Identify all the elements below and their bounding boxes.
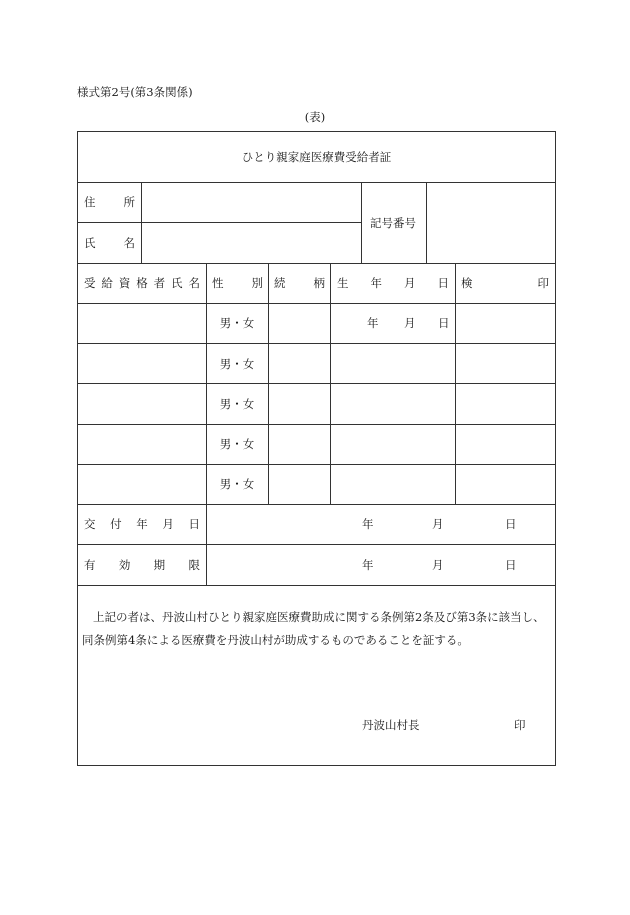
header-birthdate: 生 年 月 日 xyxy=(337,276,449,290)
header-recipient-name: 受 給 資 格 者 氏 名 xyxy=(84,276,200,290)
signer-seal: 印 xyxy=(514,718,526,732)
rule-issue-bottom xyxy=(77,544,556,545)
header-seal: 検 印 xyxy=(461,276,549,290)
issue-month: 月 xyxy=(432,517,444,531)
rule-record-right xyxy=(426,182,427,263)
issue-day: 日 xyxy=(505,517,517,531)
row-3-sex: 男・女 xyxy=(219,397,255,411)
rule-title-bottom xyxy=(77,182,556,183)
row-1-birth-month: 月 xyxy=(404,316,416,330)
validity-year: 年 xyxy=(362,558,374,572)
validity-day: 日 xyxy=(505,558,517,572)
certificate-statement: 上記の者は、丹波山村ひとり親家庭医療費助成に関する条例第2条及び第3条に該当し、同条例第4条による医療費を丹波山村が助成するものであることを証する。 xyxy=(82,610,545,647)
signer-title: 丹波山村長 xyxy=(362,718,420,732)
header-sex: 性 別 xyxy=(212,276,263,290)
row-1-sex: 男・女 xyxy=(219,316,255,330)
rule-validity-bottom xyxy=(77,585,556,586)
rule-header-bottom xyxy=(77,303,556,304)
rule-record-left xyxy=(361,182,362,263)
row-5-sex: 男・女 xyxy=(219,477,255,491)
label-name: 氏 名 xyxy=(84,236,135,250)
rule-address-bottom xyxy=(77,222,361,223)
label-validity: 有 効 期 限 xyxy=(84,558,200,572)
side-label: (表) xyxy=(304,110,326,124)
certificate-frame xyxy=(77,131,556,766)
rule-col-relation xyxy=(330,263,331,504)
row-2-sex: 男・女 xyxy=(219,357,255,371)
label-record-number: 記号番号 xyxy=(370,216,416,230)
rule-col-birth xyxy=(455,263,456,504)
validity-month: 月 xyxy=(432,558,444,572)
header-relation: 続 柄 xyxy=(274,276,325,290)
row-4-sex: 男・女 xyxy=(219,437,255,451)
form-number: 様式第2号(第3条関係) xyxy=(77,85,193,99)
certificate-title: ひとり親家庭医療費受給者証 xyxy=(241,150,392,164)
label-issue-date: 交 付 年 月 日 xyxy=(84,517,200,531)
rule-row1 xyxy=(77,343,556,344)
rule-col-sex xyxy=(268,263,269,504)
row-1-birth-day: 日 xyxy=(438,316,450,330)
rule-row3 xyxy=(77,424,556,425)
rule-row2 xyxy=(77,383,556,384)
rule-label-col xyxy=(141,182,142,263)
rule-col-name xyxy=(206,263,207,585)
rule-row4 xyxy=(77,464,556,465)
row-1-birth-year: 年 xyxy=(367,316,379,330)
rule-row5 xyxy=(77,504,556,505)
issue-year: 年 xyxy=(362,517,374,531)
rule-name-bottom xyxy=(77,263,556,264)
label-address: 住 所 xyxy=(84,195,135,209)
